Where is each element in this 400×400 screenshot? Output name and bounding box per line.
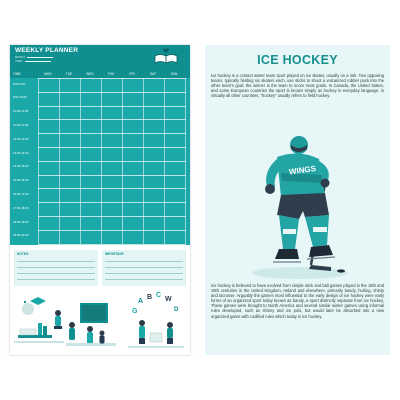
day-tue: TUE (65, 71, 73, 76)
schedule-grid (10, 69, 190, 245)
grid-column-line (80, 78, 81, 244)
time-slot: 9:00-10:00 (13, 95, 27, 100)
grid-column-line (185, 78, 186, 244)
time-column-header: TIME (13, 71, 21, 76)
grid-column-line (101, 78, 102, 244)
time-slot: 19:00-20:00 (13, 233, 29, 238)
month-field (15, 56, 53, 59)
grid-column-line (38, 78, 39, 244)
notes-label: NOTES: (17, 252, 30, 256)
time-slot: 10:00-11:00 (13, 109, 29, 114)
year-field (15, 60, 51, 63)
svg-text:W: W (165, 296, 172, 303)
study-illustration (10, 289, 190, 355)
time-slot: 17:00-18:00 (13, 205, 29, 210)
svg-text:D: D (174, 307, 179, 313)
students-learning-illustration (10, 289, 190, 355)
day-sat: SAT (150, 71, 156, 76)
grid-column-line (59, 78, 60, 244)
planner-title: WEEKLY PLANNER (15, 47, 79, 54)
svg-text:G: G (132, 308, 138, 315)
time-slot: 8:00-9:00 (13, 81, 26, 86)
svg-text:A: A (138, 298, 144, 305)
planner-header (10, 45, 190, 69)
notes-section (10, 245, 190, 289)
time-slot: 15:00-16:00 (13, 178, 29, 183)
time-slot: 12:00-13:00 (13, 136, 29, 141)
day-fri: FRI (129, 71, 135, 76)
time-slot: 16:00-17:00 (13, 191, 29, 196)
time-slot: 13:00-14:00 (13, 150, 29, 155)
day-mon: MON (44, 71, 52, 76)
notes-box[interactable] (14, 250, 98, 286)
jersey-text: WINGS (288, 163, 317, 177)
grid-column-line (122, 78, 123, 244)
svg-text:C: C (156, 292, 162, 299)
grid-column-line (143, 78, 144, 244)
important-label: IMPORTANT: (105, 252, 125, 256)
day-header-row (10, 69, 190, 78)
time-slot: 14:00-15:00 (13, 164, 29, 169)
intro-paragraph: Ice hockey is a contact winter team sport played on ice skates, usually on a rink. Two opposing teams, typically fielding six skaters each, use sticks to shoot a vulcanized rubber puck into the other team's goal; the winner is the team to score most goals. In Canada, the United States, and some European countries the sport is known simply as hockey in everyday language; in virtually all other countries, "hockey" usually refers to field hockey. (211, 73, 384, 99)
ice-hockey-page (205, 45, 390, 355)
hockey-player-illustration (245, 131, 355, 281)
day-wed: WED (86, 71, 94, 76)
weekly-planner-page (10, 45, 190, 355)
article-title: ICE HOCKEY (257, 53, 338, 67)
svg-text:B: B (147, 294, 153, 301)
year-label: YEAR: (15, 60, 23, 63)
history-paragraph: Ice hockey is believed to have evolved from simple stick and ball games played in the 18th and 19th centuries in the United Kingdom, Ireland and elsewhere, primarily bandy, hurling, shinty and lacrosse. Arguably the games most influential to the early design of ice hockey were early forms of an organized sport today known as bandy, a sport distinctly separate from ice hockey. These games were brought to North America and several similar winter games using informal rules developed, such as shinny and ice polo, but would later be absorbed into a new organized game with codified rules which today is ice hockey. (211, 283, 384, 319)
day-sun: SUN (170, 71, 178, 76)
day-thu: THU (107, 71, 115, 76)
time-slot: 18:00-19:00 (13, 219, 29, 224)
grid-column-line (164, 78, 165, 244)
important-box[interactable] (102, 250, 186, 286)
open-book-heart-icon (153, 47, 179, 65)
time-slot: 11:00-12:00 (13, 122, 29, 127)
month-label: MONTH: (15, 56, 26, 59)
